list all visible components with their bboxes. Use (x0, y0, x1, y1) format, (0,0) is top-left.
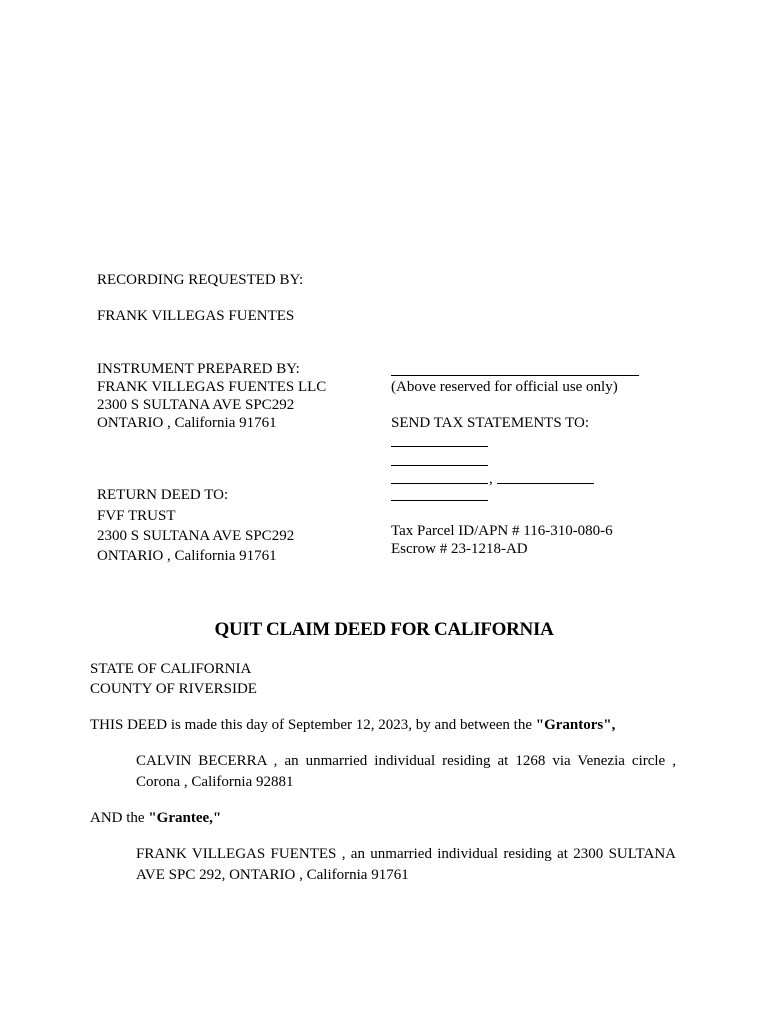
return-deed-address1: 2300 S SULTANA AVE SPC292 (97, 528, 295, 544)
prepared-by-address2: ONTARIO , California 91761 (97, 415, 277, 431)
grantor-paragraph: CALVIN BECERRA , an unmarried individual residing at 1268 via Venezia circle , Corona , California 92881 (136, 753, 676, 790)
prepared-by-address1: 2300 S SULTANA AVE SPC292 (97, 397, 295, 413)
tax-statements-label: SEND TAX STATEMENTS TO: (391, 415, 590, 431)
return-deed-label: RETURN DEED TO: (97, 487, 229, 503)
tax-blank-line-4 (391, 500, 488, 501)
grantee-label: "Grantee," (148, 810, 222, 826)
grantee-intro-text: AND the (90, 810, 149, 826)
deed-intro (90, 716, 615, 734)
tax-blank-line-3a (391, 483, 488, 484)
return-deed-address2: ONTARIO , California 91761 (97, 548, 277, 564)
tax-blank-line-1 (391, 446, 488, 447)
tax-comma: , (489, 471, 493, 487)
recording-requested-label: RECORDING REQUESTED BY: (97, 272, 304, 288)
official-use-note: (Above reserved for official use only) (391, 379, 618, 395)
grantee-intro (90, 809, 221, 827)
county-line: COUNTY OF RIVERSIDE (90, 681, 257, 697)
prepared-by-name: FRANK VILLEGAS FUENTES LLC (97, 379, 327, 395)
escrow-number: Escrow # 23-1218-AD (391, 541, 528, 557)
deed-intro-text: THIS DEED is made this day of September 12, 2023, by and between the (90, 717, 536, 733)
tax-blank-line-2 (391, 465, 488, 466)
deed-title: QUIT CLAIM DEED FOR CALIFORNIA (214, 619, 554, 640)
prepared-by-label: INSTRUMENT PREPARED BY: (97, 361, 300, 377)
return-deed-name: FVF TRUST (97, 508, 176, 524)
tax-parcel-apn: Tax Parcel ID/APN # 116-310-080-6 (391, 523, 613, 539)
grantors-label: "Grantors", (535, 717, 616, 733)
tax-blank-line-3b (497, 483, 594, 484)
grantee-paragraph: FRANK VILLEGAS FUENTES , an unmarried individual residing at 2300 SULTANA AVE SPC 292, ONTARIO , California 91761 (136, 846, 676, 883)
recording-requested-name: FRANK VILLEGAS FUENTES (97, 308, 295, 324)
state-line: STATE OF CALIFORNIA (90, 661, 252, 677)
official-use-line (391, 375, 639, 376)
